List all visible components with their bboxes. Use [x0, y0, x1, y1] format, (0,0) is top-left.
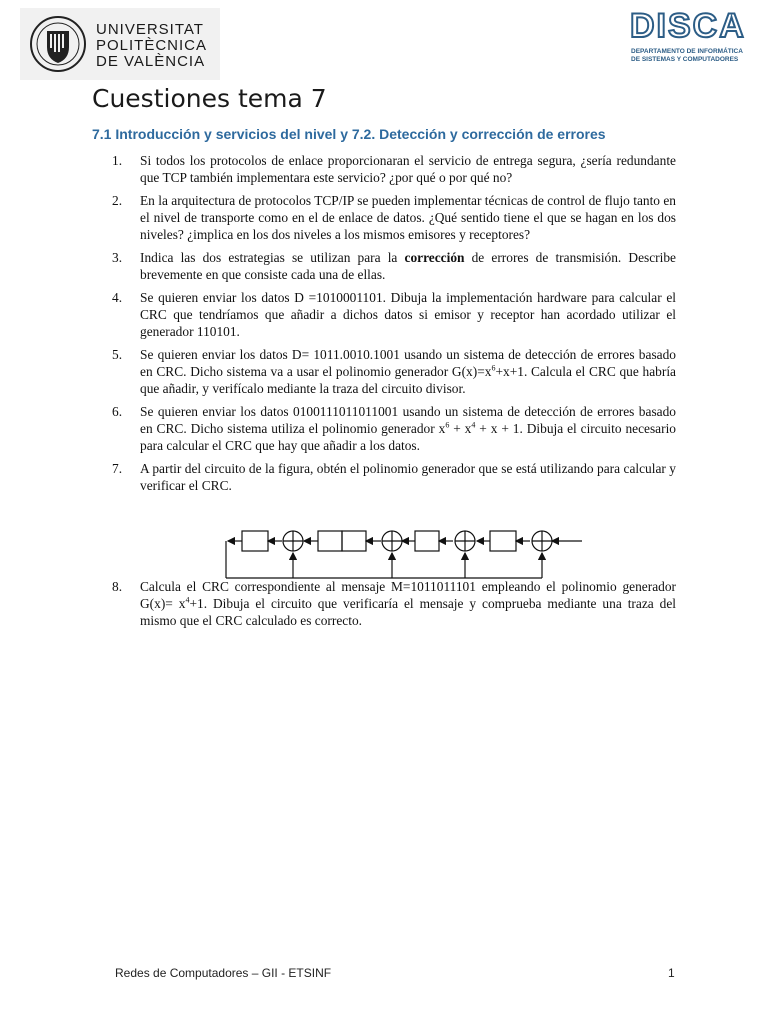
question-text: Se quieren enviar los datos 0100111011011001 usando un sistema de detección de errores basado en CRC. Dicho sistema utiliza el polinomio generador x [140, 404, 676, 436]
university-name-line: POLITÈCNICA [96, 37, 208, 54]
upv-logo [20, 8, 220, 80]
exponent: 4 [471, 420, 476, 430]
question-text: Indica las dos estrategias se utilizan para la [140, 250, 405, 265]
question-text: Si todos los protocolos de enlace proporcionaran el servicio de entrega segura, ¿sería redundante que TCP también implementara este servicio? ¿por qué o por qué no? [140, 153, 676, 185]
question-text: Calcula el CRC correspondiente al mensaje M=1011011101 empleando el polinomio generador G(x)= x [140, 579, 676, 611]
department-name-line: DEPARTAMENTO DE INFORMÁTICA [631, 48, 743, 55]
department-name-line: DE SISTEMAS Y COMPUTADORES [631, 56, 739, 63]
page-title: Cuestiones tema 7 [92, 84, 327, 113]
question-1 [112, 152, 676, 186]
department-name [631, 48, 743, 64]
university-name [96, 22, 207, 70]
question-text: Se quieren enviar los datos D= 1011.0010.1001 usando un sistema de detección de errores basado en CRC. Dicho sistema va a usar el polinomio generador G(x)=x [140, 347, 676, 379]
question-4 [112, 289, 676, 340]
page-number: 1 [668, 966, 675, 980]
question-text: +1. Dibuja el circuito que verificaría el mensaje y comprueba mediante una traza del mismo que el CRC calculado es correcto. [140, 596, 676, 628]
question-6 [112, 403, 676, 454]
question-number: 7. [112, 461, 123, 476]
exponent: 4 [185, 595, 190, 605]
question-number: 5. [112, 347, 123, 362]
section-subtitle: 7.1 Introducción y servicios del nivel y 7.2. Detección y corrección de errores [92, 126, 606, 142]
question-3 [112, 249, 676, 283]
question-text: + x [449, 421, 472, 436]
question-text: de errores de transmisión. Describe brevemente en que consiste cada una de ellas. [140, 250, 676, 282]
university-seal-icon [30, 13, 86, 75]
question-text: Se quieren enviar los datos D =1010001101. Dibuja la implementación hardware para calcular el CRC que tendríamos que añadir a dichos datos si emisor y receptor han acordado utilizar el generador 110101. [140, 290, 676, 339]
question-number: 3. [112, 250, 123, 265]
question-8 [112, 578, 676, 629]
question-number: 2. [112, 193, 123, 208]
question-number: 4. [112, 290, 123, 305]
question-2 [112, 192, 676, 243]
footer-course: Redes de Computadores – GII - ETSINF [115, 966, 332, 980]
exponent: 6 [445, 420, 450, 430]
university-name-line: UNIVERSITAT [96, 21, 204, 38]
question-text: A partir del circuito de la figura, obtén el polinomio generador que se está utilizando para calcular y verificar el CRC. [140, 461, 676, 493]
question-number: 8. [112, 579, 123, 594]
crc-circuit-diagram [212, 520, 592, 584]
question-text: En la arquitectura de protocolos TCP/IP se pueden implementar técnicas de control de flujo tanto en el nivel de transporte como en el de enlace de datos. ¿Qué sentido tiene el que se hagan en los dos niveles? ¿implica en los dos niveles a los mismos emisores y receptores? [140, 193, 676, 242]
question-5 [112, 346, 676, 397]
question-text: + x + 1. Dibuja el circuito necesario para calcular el CRC que hay que añadir a los datos. [140, 421, 677, 453]
question-emphasis: corrección [404, 250, 465, 265]
disca-logo-text: DISCA [630, 7, 746, 45]
exponent: 6 [491, 363, 496, 373]
question-text: +x+1. Calcula el CRC que habría que añadir, y verifícalo mediante la traza del circuito divisor. [140, 364, 676, 396]
university-name-line: DE VALÈNCIA [96, 53, 206, 70]
question-number: 6. [112, 404, 123, 419]
disca-logo [630, 7, 746, 72]
question-number: 1. [112, 153, 123, 168]
question-7 [112, 460, 676, 494]
